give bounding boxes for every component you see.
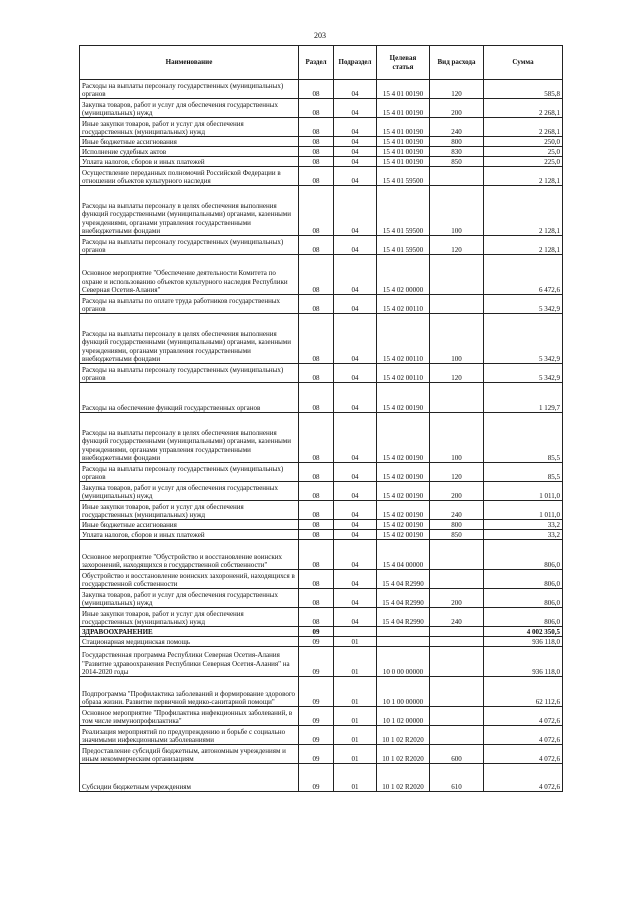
cell-subsection: 04 [334,482,377,501]
cell-expense-type: 120 [430,364,484,383]
cell-sum: 4 002 350,5 [484,627,563,637]
table-row [80,147,563,157]
cell-expense-type [430,647,484,677]
cell-name: Предоставление субсидий бюджетным, автономным учреждениям и иным некоммерческим организациям [80,745,299,764]
cell-target: 15 4 02 00190 [377,520,430,530]
header-section: Раздел [299,46,334,80]
cell-sum: 5 342,9 [484,364,563,383]
cell-name: Подпрограмма "Профилактика заболеваний и формирование здорового образа жизни. Развитие первичной медико-санитарной помощи" [80,677,299,707]
cell-section: 08 [299,501,334,520]
cell-sum: 2 128,1 [484,167,563,186]
cell-section: 09 [299,637,334,647]
cell-target: 15 4 02 00190 [377,463,430,482]
cell-sum: 2 128,1 [484,236,563,255]
table-row [80,157,563,167]
cell-section: 09 [299,707,334,726]
cell-target: 10 0 00 00000 [377,647,430,677]
cell-subsection: 04 [334,118,377,137]
table-row [80,364,563,383]
cell-name: Иные бюджетные ассигнования [80,520,299,530]
cell-section: 08 [299,482,334,501]
cell-expense-type: 800 [430,520,484,530]
cell-sum: 5 342,9 [484,295,563,314]
cell-section: 08 [299,520,334,530]
table-row [80,99,563,118]
cell-expense-type [430,726,484,745]
cell-expense-type: 240 [430,118,484,137]
cell-name: Исполнение судебных актов [80,147,299,157]
cell-expense-type [430,707,484,726]
cell-section: 09 [299,745,334,764]
cell-subsection: 04 [334,236,377,255]
cell-section: 08 [299,118,334,137]
cell-sum: 6 472,6 [484,255,563,295]
cell-target: 15 4 02 00190 [377,482,430,501]
cell-target: 10 1 02 R2020 [377,726,430,745]
cell-subsection: 01 [334,637,377,647]
cell-sum: 4 072,6 [484,764,563,792]
cell-name: Закупка товаров, работ и услуг для обеспечения государственных (муниципальных) нужд [80,482,299,501]
cell-sum: 85,5 [484,463,563,482]
table-row [80,520,563,530]
cell-subsection: 04 [334,167,377,186]
cell-expense-type [430,167,484,186]
table-row [80,589,563,608]
cell-section: 08 [299,186,334,236]
cell-target: 15 4 01 59500 [377,236,430,255]
cell-name: Иные закупки товаров, работ и услуг для обеспечения государственных (муниципальных) нужд [80,501,299,520]
cell-name: Закупка товаров, работ и услуг для обеспечения государственных (муниципальных) нужд [80,589,299,608]
budget-table [79,45,563,792]
cell-name: Уплата налогов, сборов и иных платежей [80,530,299,540]
cell-target: 15 4 02 00190 [377,383,430,413]
cell-subsection: 04 [334,255,377,295]
cell-subsection: 01 [334,726,377,745]
table-row [80,80,563,99]
cell-target: 15 4 01 59500 [377,186,430,236]
cell-section: 08 [299,80,334,99]
table-row [80,530,563,540]
cell-expense-type: 200 [430,589,484,608]
cell-name: Иные закупки товаров, работ и услуг для обеспечения государственных (муниципальных) нужд [80,608,299,627]
table-row [80,764,563,792]
cell-target: 15 4 01 00190 [377,80,430,99]
cell-sum: 4 072,6 [484,726,563,745]
cell-name: Стационарная медицинская помощь [80,637,299,647]
table-row [80,314,563,364]
cell-target: 15 4 01 59500 [377,167,430,186]
cell-sum: 806,0 [484,589,563,608]
table-row [80,637,563,647]
cell-expense-type: 800 [430,137,484,147]
cell-subsection: 04 [334,520,377,530]
cell-expense-type: 100 [430,413,484,463]
cell-section: 08 [299,463,334,482]
cell-section: 09 [299,627,334,637]
cell-expense-type: 850 [430,530,484,540]
cell-expense-type [430,637,484,647]
cell-subsection: 04 [334,157,377,167]
cell-target: 10 1 02 R2020 [377,745,430,764]
cell-sum: 936 118,0 [484,647,563,677]
cell-target: 15 4 01 00190 [377,99,430,118]
cell-sum: 806,0 [484,540,563,570]
cell-section: 08 [299,236,334,255]
cell-subsection: 01 [334,764,377,792]
cell-sum: 33,2 [484,530,563,540]
cell-subsection: 01 [334,677,377,707]
header-name: Наименование [80,46,299,80]
cell-section: 09 [299,647,334,677]
cell-section: 09 [299,726,334,745]
cell-name: Расходы на выплаты персоналу государственных (муниципальных) органов [80,80,299,99]
cell-target: 15 4 01 00190 [377,118,430,137]
cell-section: 08 [299,157,334,167]
cell-name: Государственная программа Республики Северная Осетия-Алания "Развитие здравоохранения Республики Северная Осетия-Алания" на 2014-2020 годы [80,647,299,677]
cell-section: 08 [299,137,334,147]
cell-subsection: 04 [334,137,377,147]
table-row [80,167,563,186]
table-row [80,677,563,707]
cell-target: 15 4 02 00190 [377,530,430,540]
cell-expense-type: 240 [430,608,484,627]
header-target: Целевая статья [377,46,430,80]
cell-subsection: 04 [334,589,377,608]
cell-subsection: 04 [334,295,377,314]
cell-section: 08 [299,589,334,608]
cell-section: 08 [299,147,334,157]
cell-target: 15 4 02 00110 [377,314,430,364]
cell-section: 08 [299,608,334,627]
table-row [80,647,563,677]
cell-name: Обустройство и восстановление воинских захоронений, находящихся в государственной собственности [80,570,299,589]
cell-target: 15 4 02 00110 [377,295,430,314]
cell-sum: 2 268,1 [484,99,563,118]
table-row [80,570,563,589]
table-row [80,608,563,627]
cell-sum: 4 072,6 [484,707,563,726]
table-row [80,255,563,295]
cell-expense-type [430,627,484,637]
cell-target: 15 4 04 00000 [377,540,430,570]
cell-sum: 806,0 [484,570,563,589]
cell-section: 08 [299,167,334,186]
cell-sum: 5 342,9 [484,314,563,364]
cell-subsection: 04 [334,186,377,236]
cell-name: Закупка товаров, работ и услуг для обеспечения государственных (муниципальных) нужд [80,99,299,118]
cell-subsection: 04 [334,540,377,570]
cell-expense-type: 200 [430,99,484,118]
cell-expense-type: 610 [430,764,484,792]
table-row [80,236,563,255]
cell-subsection: 04 [334,314,377,364]
cell-subsection: 04 [334,147,377,157]
cell-subsection: 04 [334,530,377,540]
cell-sum: 2 268,1 [484,118,563,137]
cell-subsection: 01 [334,647,377,677]
cell-name: Расходы на выплаты персоналу государственных (муниципальных) органов [80,364,299,383]
cell-name: Основное мероприятие "Обеспечение деятельности Комитета по охране и использованию объектов культурного наследия Республики Северная Осетия-Алания" [80,255,299,295]
cell-name: Расходы на выплаты персоналу в целях обеспечения выполнения функций государственными (муниципальными) органами, казенными учреждениями, органами управления государственными внебюджетными фондами [80,314,299,364]
cell-expense-type: 850 [430,157,484,167]
cell-section: 08 [299,540,334,570]
cell-section: 08 [299,383,334,413]
table-row [80,413,563,463]
cell-target: 15 4 01 00190 [377,147,430,157]
cell-section: 09 [299,764,334,792]
table-row [80,482,563,501]
cell-section: 08 [299,413,334,463]
page-number: 203 [314,31,326,40]
table-row [80,627,563,637]
cell-section: 08 [299,295,334,314]
table-row [80,540,563,570]
cell-name: Расходы на выплаты персоналу государственных (муниципальных) органов [80,463,299,482]
cell-sum: 2 128,1 [484,186,563,236]
cell-section: 08 [299,314,334,364]
cell-subsection: 04 [334,80,377,99]
table-body [80,80,563,792]
cell-sum: 4 072,6 [484,745,563,764]
cell-name: Реализация мероприятий по предупреждению и борьбе с социально значимыми инфекционными заболеваниями [80,726,299,745]
cell-target: 10 1 02 00000 [377,707,430,726]
cell-subsection: 01 [334,707,377,726]
cell-name: ЗДРАВООХРАНЕНИЕ [80,627,299,637]
table-row [80,137,563,147]
cell-expense-type: 120 [430,80,484,99]
cell-subsection: 04 [334,413,377,463]
header-sum: Сумма [484,46,563,80]
cell-subsection: 04 [334,364,377,383]
cell-sum: 25,0 [484,147,563,157]
cell-name: Субсидии бюджетным учреждениям [80,764,299,792]
cell-section: 09 [299,677,334,707]
cell-section: 08 [299,364,334,383]
cell-expense-type: 120 [430,236,484,255]
cell-target: 15 4 04 R2990 [377,608,430,627]
cell-section: 08 [299,530,334,540]
cell-sum: 62 112,6 [484,677,563,707]
cell-target: 15 4 02 00110 [377,364,430,383]
cell-subsection: 04 [334,608,377,627]
cell-name: Иные закупки товаров, работ и услуг для обеспечения государственных (муниципальных) нужд [80,118,299,137]
cell-subsection: 04 [334,570,377,589]
table-row [80,118,563,137]
table-row [80,463,563,482]
cell-expense-type [430,540,484,570]
cell-name: Осуществление переданных полномочий Российской Федерации в отношении объектов культурного наследия [80,167,299,186]
table-row [80,295,563,314]
cell-name: Иные бюджетные ассигнования [80,137,299,147]
cell-target [377,627,430,637]
cell-expense-type [430,255,484,295]
cell-expense-type: 240 [430,501,484,520]
cell-expense-type: 830 [430,147,484,157]
cell-sum: 936 118,0 [484,637,563,647]
table-row [80,501,563,520]
header-subsection: Подраздел [334,46,377,80]
cell-subsection [334,627,377,637]
cell-name: Расходы на выплаты персоналу в целях обеспечения выполнения функций государственными (муниципальными) органами, казенными учреждениями, органами управления государственными внебюджетными фондами [80,413,299,463]
cell-subsection: 04 [334,99,377,118]
cell-subsection: 01 [334,745,377,764]
cell-target: 15 4 01 00190 [377,137,430,147]
cell-expense-type: 100 [430,186,484,236]
cell-expense-type: 200 [430,482,484,501]
table-row [80,707,563,726]
cell-expense-type: 600 [430,745,484,764]
cell-section: 08 [299,255,334,295]
cell-name: Расходы на выплаты персоналу государственных (муниципальных) органов [80,236,299,255]
cell-target: 15 4 02 00190 [377,413,430,463]
cell-target: 15 4 04 R2990 [377,589,430,608]
cell-subsection: 04 [334,463,377,482]
cell-expense-type: 100 [430,314,484,364]
table-row [80,726,563,745]
cell-expense-type [430,295,484,314]
cell-sum: 1 129,7 [484,383,563,413]
cell-sum: 1 011,0 [484,482,563,501]
cell-name: Основное мероприятие "Профилактика инфекционных заболеваний, в том числе иммунопрофилактика" [80,707,299,726]
cell-expense-type: 120 [430,463,484,482]
cell-sum: 85,5 [484,413,563,463]
cell-target: 10 1 02 R2020 [377,764,430,792]
table-row [80,745,563,764]
cell-subsection: 04 [334,501,377,520]
table-row [80,383,563,413]
cell-target: 15 4 04 R2990 [377,570,430,589]
cell-subsection: 04 [334,383,377,413]
cell-name: Расходы на выплаты персоналу в целях обеспечения выполнения функций государственными (муниципальными) органами, казенными учреждениями, органами управления государственными внебюджетными фондами [80,186,299,236]
cell-target: 15 4 02 00000 [377,255,430,295]
cell-section: 08 [299,99,334,118]
cell-section: 08 [299,570,334,589]
cell-target [377,637,430,647]
cell-expense-type [430,570,484,589]
cell-sum: 225,0 [484,157,563,167]
cell-sum: 33,2 [484,520,563,530]
cell-target: 15 4 01 00190 [377,157,430,167]
cell-name: Расходы на обеспечение функций государственных органов [80,383,299,413]
header-expense-type: Вид расхода [430,46,484,80]
cell-expense-type [430,677,484,707]
cell-sum: 1 011,0 [484,501,563,520]
table-row [80,186,563,236]
cell-name: Основное мероприятие "Обустройство и восстановление воинских захоронений, находящихся в государственной собственности" [80,540,299,570]
cell-name: Расходы на выплаты по оплате труда работников государственных органов [80,295,299,314]
cell-expense-type [430,383,484,413]
table-header-row [80,46,563,80]
cell-target: 15 4 02 00190 [377,501,430,520]
cell-sum: 585,8 [484,80,563,99]
cell-sum: 250,0 [484,137,563,147]
cell-name: Уплата налогов, сборов и иных платежей [80,157,299,167]
cell-target: 10 1 00 00000 [377,677,430,707]
cell-sum: 806,0 [484,608,563,627]
